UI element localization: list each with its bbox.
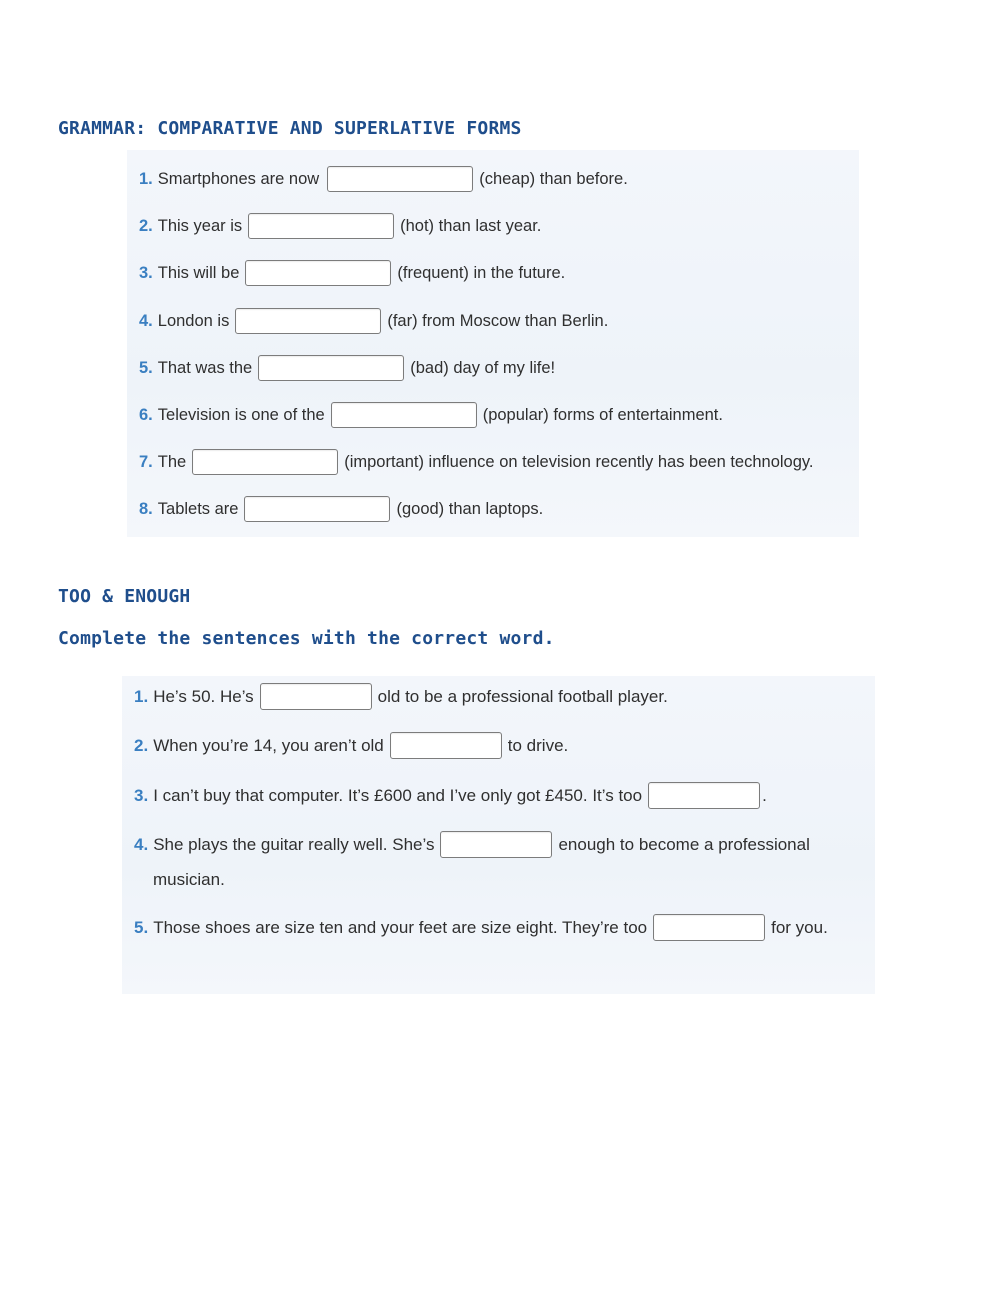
item-text-before: I can’t buy that computer. It’s £600 and I’ve only got £450. It’s too (153, 785, 643, 805)
answer-input-2[interactable] (390, 732, 502, 759)
item-number: 8. (139, 499, 153, 518)
answer-input-7[interactable] (192, 449, 338, 475)
answer-input-3[interactable] (648, 782, 760, 809)
answer-input-2[interactable] (248, 213, 394, 239)
item-number: 4. (134, 834, 149, 854)
item-text-after: (popular) forms of entertainment. (482, 405, 723, 424)
section-heading-too-enough: TOO & ENOUGH (58, 586, 191, 607)
instruction-text: Complete the sentences with the correct word. (58, 628, 555, 649)
item-text-before: Tablets are (157, 499, 239, 518)
exercise-item (134, 831, 810, 858)
item-number: 3. (134, 785, 149, 805)
exercise-item (139, 308, 608, 334)
exercise-item (139, 449, 814, 475)
item-text-after: (frequent) in the future. (397, 263, 566, 282)
item-number: 1. (139, 169, 153, 188)
item-text-after: (good) than laptops. (396, 499, 544, 518)
item-number: 2. (134, 735, 149, 755)
item-text-after: to drive. (507, 735, 569, 755)
exercise-item (139, 260, 565, 286)
exercise-panel-too-enough (122, 676, 875, 994)
answer-input-8[interactable] (244, 496, 390, 522)
item-text-before: When you’re 14, you aren’t old (153, 735, 384, 755)
item-text-before: He’s 50. He’s (153, 686, 254, 706)
answer-input-1[interactable] (327, 166, 473, 192)
answer-input-1[interactable] (260, 683, 372, 710)
item-text-before: London is (157, 311, 230, 330)
item-text-before: The (157, 452, 187, 471)
item-number: 3. (139, 263, 153, 282)
exercise-item (134, 732, 568, 759)
item-text-before: She plays the guitar really well. She’s (153, 834, 435, 854)
item-continuation: musician. (153, 870, 225, 889)
item-text-before: This will be (157, 263, 240, 282)
item-text-after: enough to become a professional (558, 834, 810, 854)
item-text-after: for you. (771, 917, 828, 937)
answer-input-3[interactable] (245, 260, 391, 286)
exercise-item (139, 213, 541, 239)
item-text-before: This year is (157, 216, 243, 235)
item-number: 5. (134, 917, 149, 937)
item-number: 7. (139, 452, 153, 471)
item-text-before: Those shoes are size ten and your feet are size eight. They’re too (153, 917, 648, 937)
exercise-item (134, 683, 668, 710)
item-text-after: (bad) day of my life! (410, 358, 556, 377)
item-number: 2. (139, 216, 153, 235)
answer-input-6[interactable] (331, 402, 477, 428)
answer-input-5[interactable] (653, 914, 765, 941)
exercise-item (139, 496, 543, 522)
item-text-after: (hot) than last year. (400, 216, 542, 235)
item-text-after: (cheap) than before. (479, 169, 628, 188)
answer-input-4[interactable] (235, 308, 381, 334)
item-text-before: Smartphones are now (157, 169, 320, 188)
exercise-item (134, 782, 767, 809)
item-text-after: (far) from Moscow than Berlin. (387, 311, 609, 330)
item-number: 5. (139, 358, 153, 377)
exercise-item (139, 355, 555, 381)
item-number: 1. (134, 686, 149, 706)
item-text-before: Television is one of the (157, 405, 325, 424)
item-text-after: old to be a professional football player. (377, 686, 668, 706)
exercise-item (139, 402, 723, 428)
exercise-item (134, 914, 828, 941)
item-text-after: . (762, 785, 767, 805)
exercise-panel-comparatives (127, 150, 859, 537)
item-text-after: (important) influence on television recently has been technology. (344, 452, 814, 471)
section-heading-grammar: GRAMMAR: COMPARATIVE AND SUPERLATIVE FORMS (58, 118, 522, 139)
item-number: 6. (139, 405, 153, 424)
exercise-item (139, 166, 628, 192)
answer-input-4[interactable] (440, 831, 552, 858)
item-text-before: That was the (157, 358, 253, 377)
answer-input-5[interactable] (258, 355, 404, 381)
item-number: 4. (139, 311, 153, 330)
